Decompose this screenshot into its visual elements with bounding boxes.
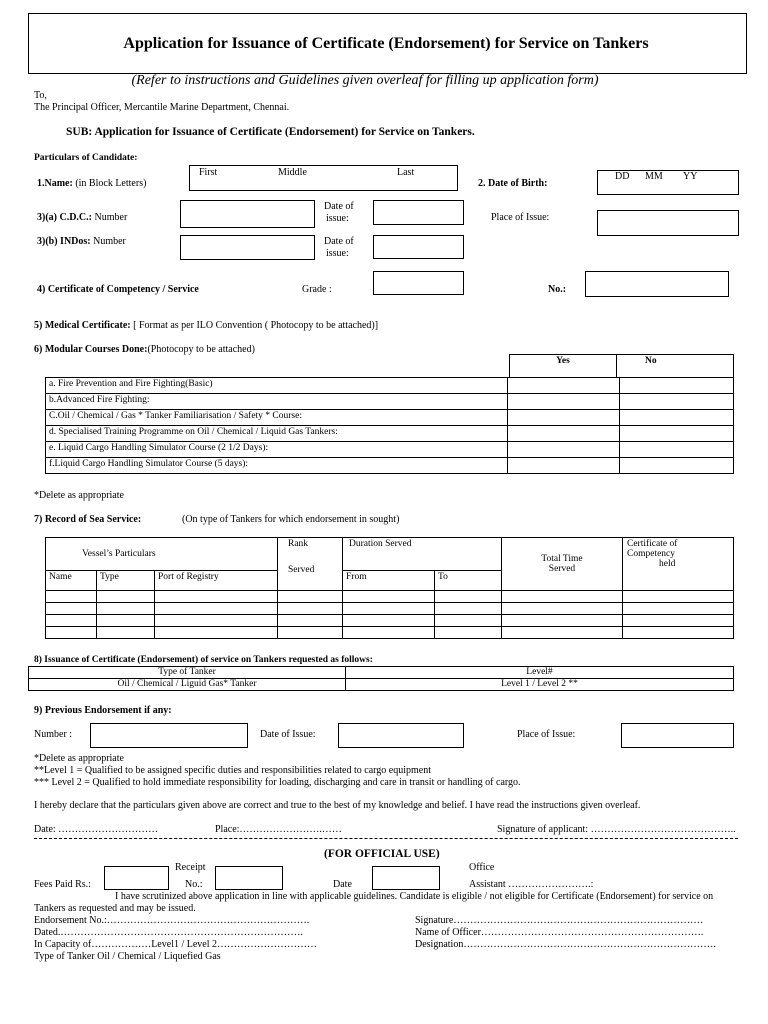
total-time-text-2: Served <box>548 564 576 574</box>
sea-service-row <box>46 603 734 615</box>
cdc-label-text: 3)(a) C.D.C.: <box>37 212 92 223</box>
col-type: Type <box>97 571 155 591</box>
duration-header: Duration Served <box>343 538 502 571</box>
course-name: f.Liquid Cargo Handling Simulator Course (5 days): <box>46 458 508 474</box>
sea-service-cell[interactable] <box>97 615 155 627</box>
total-time-text-1: Total Time <box>541 554 583 564</box>
cdc-label <box>37 212 127 224</box>
sea-service-cell[interactable] <box>343 603 435 615</box>
issuance-type-head: Type of Tanker <box>29 667 346 679</box>
rank-text: Rank <box>288 539 309 549</box>
officer-designation: Designation…………………………………………………………………. <box>415 939 716 950</box>
addressee: The Principal Officer, Mercantile Marine Department, Chennai. <box>34 102 290 113</box>
sea-service-cell[interactable] <box>623 615 734 627</box>
sea-service-cell[interactable] <box>343 615 435 627</box>
course-yes-cell[interactable] <box>508 410 620 426</box>
office-assistant: Assistant …………………….: <box>469 879 594 890</box>
sea-service-cell[interactable] <box>278 615 343 627</box>
course-no-cell[interactable] <box>620 394 734 410</box>
issuance-level-val: Level 1 / Level 2 ** <box>346 679 734 691</box>
note-delete: *Delete as appropriate <box>34 753 124 764</box>
officer-signature: Signature………………………………………………………………… <box>415 915 704 926</box>
sea-service-cell[interactable] <box>343 627 435 639</box>
indos-date-field[interactable] <box>373 235 464 259</box>
sea-service-cell[interactable] <box>46 615 97 627</box>
sea-service-cell[interactable] <box>502 591 623 603</box>
modular-text: (Photocopy to be attached) <box>147 344 255 355</box>
sea-service-cell[interactable] <box>46 603 97 615</box>
modular-label: 6) Modular Courses Done: <box>34 344 148 355</box>
course-yes-cell[interactable] <box>508 426 620 442</box>
sea-service-cell[interactable] <box>46 627 97 639</box>
modular-line <box>34 344 255 356</box>
prev-endorsement-label: 9) Previous Endorsement if any: <box>34 705 172 716</box>
course-name: e. Liquid Cargo Handling Simulator Course (2 1/2 Days): <box>46 442 508 458</box>
sea-service-cell[interactable] <box>278 603 343 615</box>
indos-label <box>37 236 126 248</box>
coc-held-text-3: held <box>659 559 676 569</box>
declaration-text: I hereby declare that the particulars given above are correct and true to the best of my knowledge and belief. I have read the instructions given overleaf. <box>34 800 641 811</box>
sea-service-cell[interactable] <box>278 591 343 603</box>
cdc-date-label-1: Date of <box>324 201 354 212</box>
receipt-label: Receipt <box>175 862 206 873</box>
fees-paid-field[interactable] <box>104 866 169 890</box>
prev-place-field[interactable] <box>621 723 734 748</box>
course-no-cell[interactable] <box>620 410 734 426</box>
cdc-number-field[interactable] <box>180 200 315 228</box>
course-no-cell[interactable] <box>620 426 734 442</box>
sea-service-cell[interactable] <box>623 591 734 603</box>
dob-dd: DD <box>615 171 630 182</box>
receipt-no-label: No.: <box>185 879 203 890</box>
sea-service-cell[interactable] <box>435 603 502 615</box>
cdc-date-label-2: issue: <box>326 213 349 224</box>
cdc-place-label: Place of Issue: <box>491 212 550 223</box>
particulars-heading: Particulars of Candidate: <box>34 153 138 163</box>
sea-service-row <box>46 627 734 639</box>
sea-service-cell[interactable] <box>435 627 502 639</box>
prev-date-field[interactable] <box>338 723 464 748</box>
grade-label: Grade : <box>302 284 332 295</box>
sea-service-cell[interactable] <box>623 603 734 615</box>
course-name: d. Specialised Training Programme on Oil / Chemical / Liquid Gas Tankers: <box>46 426 508 442</box>
to-line: To, <box>34 90 47 101</box>
endorsement-no: Endorsement No.:……………………………………………………. <box>34 915 310 926</box>
issuance-label: 8) Issuance of Certificate (Endorsement) of service on Tankers requested as follows: <box>34 655 373 665</box>
sea-service-row <box>46 591 734 603</box>
course-yes-cell[interactable] <box>508 394 620 410</box>
name-first-label: First <box>199 167 218 178</box>
fees-paid-label: Fees Paid Rs.: <box>34 879 91 890</box>
coc-held-header <box>623 538 734 591</box>
courses-header-table <box>509 354 734 378</box>
sea-service-text: (On type of Tankers for which endorsement in sought) <box>182 514 400 525</box>
coc-no-field[interactable] <box>585 271 729 297</box>
name-middle-label: Middle <box>278 167 307 178</box>
course-no-cell[interactable] <box>620 442 734 458</box>
name-last-label: Last <box>397 167 415 178</box>
cdc-suffix: Number <box>94 212 128 223</box>
sea-service-row <box>46 615 734 627</box>
sea-service-cell[interactable] <box>435 615 502 627</box>
indos-date-label-1: Date of <box>324 236 354 247</box>
sea-service-cell[interactable] <box>46 591 97 603</box>
course-row <box>46 426 734 442</box>
dob-mm: MM <box>645 171 663 182</box>
course-name: C.Oil / Chemical / Gas * Tanker Familiarisation / Safety * Course: <box>46 410 508 426</box>
type-of-tanker: Type of Tanker Oil / Chemical / Liquefied Gas <box>34 951 221 962</box>
grade-field[interactable] <box>373 271 464 295</box>
official-use-heading: (FOR OFFICIAL USE) <box>324 848 440 860</box>
scrutiny-line-2: Tankers as requested and may be issued. <box>34 903 196 914</box>
officer-name: Name of Officer…………………………………………………………. <box>415 927 704 938</box>
issuance-level-head: Level# <box>346 667 734 679</box>
course-row <box>46 458 734 474</box>
vessel-particulars-header <box>46 538 278 571</box>
course-row <box>46 394 734 410</box>
indos-suffix: Number <box>93 236 126 247</box>
page-title: Application for Issuance of Certificate (Endorsement) for Service on Tankers <box>123 35 649 52</box>
total-time-header <box>502 538 623 591</box>
course-row <box>46 442 734 458</box>
cdc-date-field[interactable] <box>373 200 464 225</box>
rank-header <box>278 538 343 591</box>
issuance-table <box>28 666 734 691</box>
endorsement-dated: Dated.………………………………………………………………. <box>34 927 303 938</box>
course-name: b.Advanced Fire Fighting: <box>46 394 508 410</box>
col-port: Port of Registry <box>155 571 278 591</box>
sea-service-cell[interactable] <box>97 627 155 639</box>
course-row <box>46 378 734 394</box>
prev-place-label: Place of Issue: <box>517 729 576 740</box>
coc-no-label: No.: <box>548 284 567 295</box>
course-row <box>46 410 734 426</box>
name-label-text: 1.Name: <box>37 178 73 189</box>
medical-text: [ Format as per ILO Convention ( Photocopy to be attached)] <box>133 320 379 331</box>
sea-service-cell[interactable] <box>155 591 278 603</box>
note-level-2: *** Level 2 = Qualified to hold immediate responsibility for loading, discharging and care in transit or handling of cargo. <box>34 777 521 788</box>
name-label <box>37 178 146 190</box>
sea-service-cell[interactable] <box>97 591 155 603</box>
indos-label-text: 3)(b) INDos: <box>37 236 91 247</box>
col-from: From <box>343 571 435 591</box>
prev-date-label: Date of Issue: <box>260 729 316 740</box>
served-text: Served <box>288 565 315 575</box>
applicant-signature: Signature of applicant: …………………………………….. <box>497 824 736 835</box>
course-name: a. Fire Prevention and Fire Fighting(Basic) <box>46 378 508 394</box>
prev-number-label: Number : <box>34 729 73 740</box>
sea-service-cell[interactable] <box>155 603 278 615</box>
course-no-cell[interactable] <box>620 458 734 474</box>
sea-service-cell[interactable] <box>278 627 343 639</box>
sea-service-table <box>45 537 734 639</box>
coc-held-text-1: Certificate of <box>627 539 678 549</box>
receipt-date-label: Date <box>333 879 352 890</box>
sea-service-cell[interactable] <box>97 603 155 615</box>
dob-yy: YY <box>683 171 698 182</box>
vessel-particulars-text: Vessel’s Particulars <box>82 549 156 559</box>
issuance-type-val: Oil / Chemical / Liguid Gas* Tanker <box>29 679 346 691</box>
official-divider <box>34 838 738 839</box>
sea-service-cell[interactable] <box>155 615 278 627</box>
col-name: Name <box>46 571 97 591</box>
cdc-place-field[interactable] <box>597 210 739 236</box>
medical-label: 5) Medical Certificate: <box>34 320 131 331</box>
coc-label: 4) Certificate of Competency / Service <box>37 284 199 295</box>
sea-service-cell[interactable] <box>343 591 435 603</box>
sea-service-cell[interactable] <box>502 603 623 615</box>
delete-note-1: *Delete as appropriate <box>34 490 124 501</box>
receipt-date-field[interactable] <box>372 866 440 890</box>
note-level-1: **Level 1 = Qualified to be assigned specific duties and responsibilities related to cargo equipment <box>34 765 432 776</box>
courses-table <box>45 377 734 474</box>
name-hint: (in Block Letters) <box>75 178 147 189</box>
receipt-no-field[interactable] <box>215 866 283 890</box>
sea-service-cell[interactable] <box>623 627 734 639</box>
applicant-place: Place:…………………….…… <box>215 824 342 835</box>
course-yes-cell[interactable] <box>508 458 620 474</box>
sea-service-cell[interactable] <box>435 591 502 603</box>
page-subtitle: (Refer to instructions and Guidelines given overleaf for filling up application form) <box>131 73 599 88</box>
sea-service-cell[interactable] <box>155 627 278 639</box>
col-to: To <box>435 571 502 591</box>
subject-line: SUB: Application for Issuance of Certificate (Endorsement) for Service on Tankers. <box>66 126 475 138</box>
indos-number-field[interactable] <box>180 235 315 260</box>
coc-held-text-2: Competency <box>627 549 676 559</box>
office-label: Office <box>469 862 495 873</box>
course-yes-cell[interactable] <box>508 442 620 458</box>
scrutiny-line-1: I have scrutinized above application in line with applicable guidelines. Candidate is eligible / not eligible for Certificate (Endorsement) for service on <box>115 891 714 902</box>
name-field[interactable] <box>189 165 458 191</box>
course-no-cell[interactable] <box>620 378 734 394</box>
applicant-date: Date: ………………………… <box>34 824 159 835</box>
in-capacity: In Capacity of………………Level1 / Level 2………………………… <box>34 939 318 950</box>
dob-label: 2. Date of Birth: <box>478 178 548 189</box>
sea-service-label: 7) Record of Sea Service: <box>34 514 142 525</box>
course-yes-cell[interactable] <box>508 378 620 394</box>
indos-date-label-2: issue: <box>326 248 349 259</box>
prev-number-field[interactable] <box>90 723 248 748</box>
courses-yes-header: Yes <box>510 355 617 378</box>
sea-service-cell[interactable] <box>502 627 623 639</box>
medical-line <box>34 320 378 332</box>
courses-no-header: No <box>617 355 734 378</box>
sea-service-cell[interactable] <box>502 615 623 627</box>
